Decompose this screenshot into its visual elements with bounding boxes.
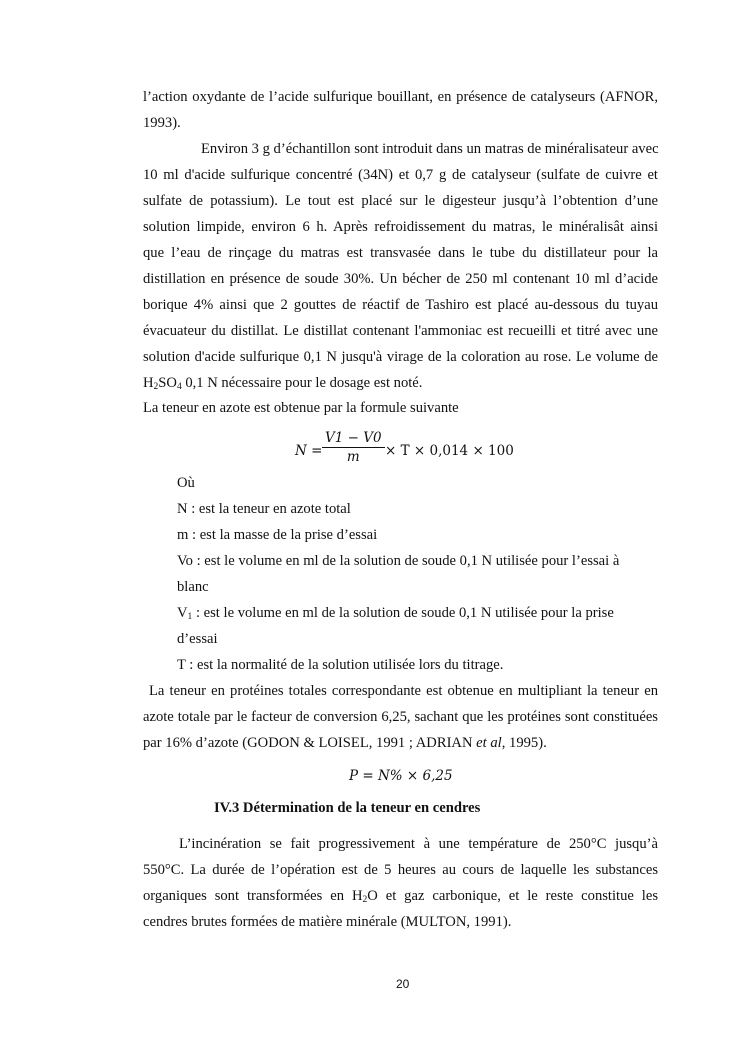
definition-vo-cont: blanc xyxy=(177,579,209,595)
formula-lhs: N = xyxy=(295,443,323,459)
text-run: SO xyxy=(158,375,177,391)
paragraph-line: 1993). xyxy=(143,115,181,131)
paragraph-line: borique 4% ainsi que 2 gouttes de réactif de Tashiro est placé au-dessous du tuyau xyxy=(143,297,658,313)
subscript: 2 xyxy=(362,895,368,905)
paragraph-line: solution limpide, environ 6 h. Après refroidissement du matras, le minéralisât ainsi xyxy=(143,219,658,235)
text-run: O et gaz carbonique, et le reste constitue les xyxy=(367,888,658,904)
text-run: par 16% d’azote (GODON & LOISEL, 1991 ; ADRIAN xyxy=(143,735,477,751)
subscript: 1 xyxy=(187,612,193,622)
paragraph-line xyxy=(143,733,547,753)
page-number: 20 xyxy=(396,977,410,991)
definition-v1 xyxy=(177,603,614,623)
definition-where: Où xyxy=(177,475,195,491)
subscript: 2 xyxy=(153,382,159,392)
paragraph-line: Environ 3 g d’échantillon sont introduit dans un matras de minéralisateur avec xyxy=(201,141,659,157)
paragraph-line: que l’eau de rinçage du matras est transvasée dans le tube du distillateur pour la xyxy=(143,245,658,261)
section-heading: IV.3 Détermination de la teneur en cendres xyxy=(214,800,481,816)
fraction-denominator: m xyxy=(346,449,360,465)
text-run: : est le volume en ml de la solution de soude 0,1 N utilisée pour la prise xyxy=(192,605,614,621)
paragraph-line: La teneur en protéines totales correspondante est obtenue en multipliant la teneur en xyxy=(149,683,658,699)
definition-n: N : est la teneur en azote total xyxy=(177,501,351,517)
text-run: H xyxy=(143,375,154,391)
formula-intro: La teneur en azote est obtenue par la formule suivante xyxy=(143,400,459,416)
formula-fraction xyxy=(322,429,385,466)
paragraph-line: solution d'acide sulfurique 0,1 N jusqu'à virage de la coloration au rose. Le volume de xyxy=(143,349,658,365)
formula-rhs: × T × 0,014 × 100 xyxy=(385,443,514,459)
paragraph-line: L’incinération se fait progressivement à une température de 250°C jusqu’à xyxy=(179,836,658,852)
text-run: 0,1 N nécessaire pour le dosage est noté. xyxy=(181,375,423,391)
paragraph-line: cendres brutes formées de matière minérale (MULTON, 1991). xyxy=(143,914,512,930)
paragraph-line: l’action oxydante de l’acide sulfurique bouillant, en présence de catalyseurs (AFNOR, xyxy=(143,89,658,105)
text-run: V xyxy=(177,605,188,621)
paragraph-line xyxy=(143,886,658,906)
formula-protein: P = N% × 6,25 xyxy=(349,768,453,784)
definition-t: T : est la normalité de la solution utilisée lors du titrage. xyxy=(177,657,504,673)
italic-text: et al xyxy=(476,735,502,751)
definition-v1-cont: d’essai xyxy=(177,631,218,647)
subscript: 4 xyxy=(176,382,182,392)
paragraph-line: 550°C. La durée de l’opération est de 5 heures au cours de laquelle les substances xyxy=(143,862,658,878)
paragraph-line: distillation en présence de soude 30%. Un bécher de 250 ml contenant 10 ml d’acide xyxy=(143,271,658,287)
text-run: , 1995). xyxy=(501,735,547,751)
paragraph-line xyxy=(143,373,422,393)
text-run: organiques sont transformées en H xyxy=(143,888,363,904)
definition-m: m : est la masse de la prise d’essai xyxy=(177,527,378,543)
paragraph-line: 10 ml d'acide sulfurique concentré (34N) et 0,7 g de catalyseur (sulfate de cuivre et xyxy=(143,167,658,183)
definition-vo: Vo : est le volume en ml de la solution de soude 0,1 N utilisée pour l’essai à xyxy=(177,553,620,569)
fraction-numerator: V1 − V0 xyxy=(325,430,382,446)
paragraph-line: azote totale par le facteur de conversion 6,25, sachant que les protéines sont constituées xyxy=(143,709,658,725)
paragraph-line: sulfate de potassium). Le tout est placé sur le digesteur jusqu’à l’obtention d’une xyxy=(143,193,658,209)
paragraph-line: évacuateur du distillat. Le distillat contenant l'ammoniac est recueilli et titré avec une xyxy=(143,323,658,339)
